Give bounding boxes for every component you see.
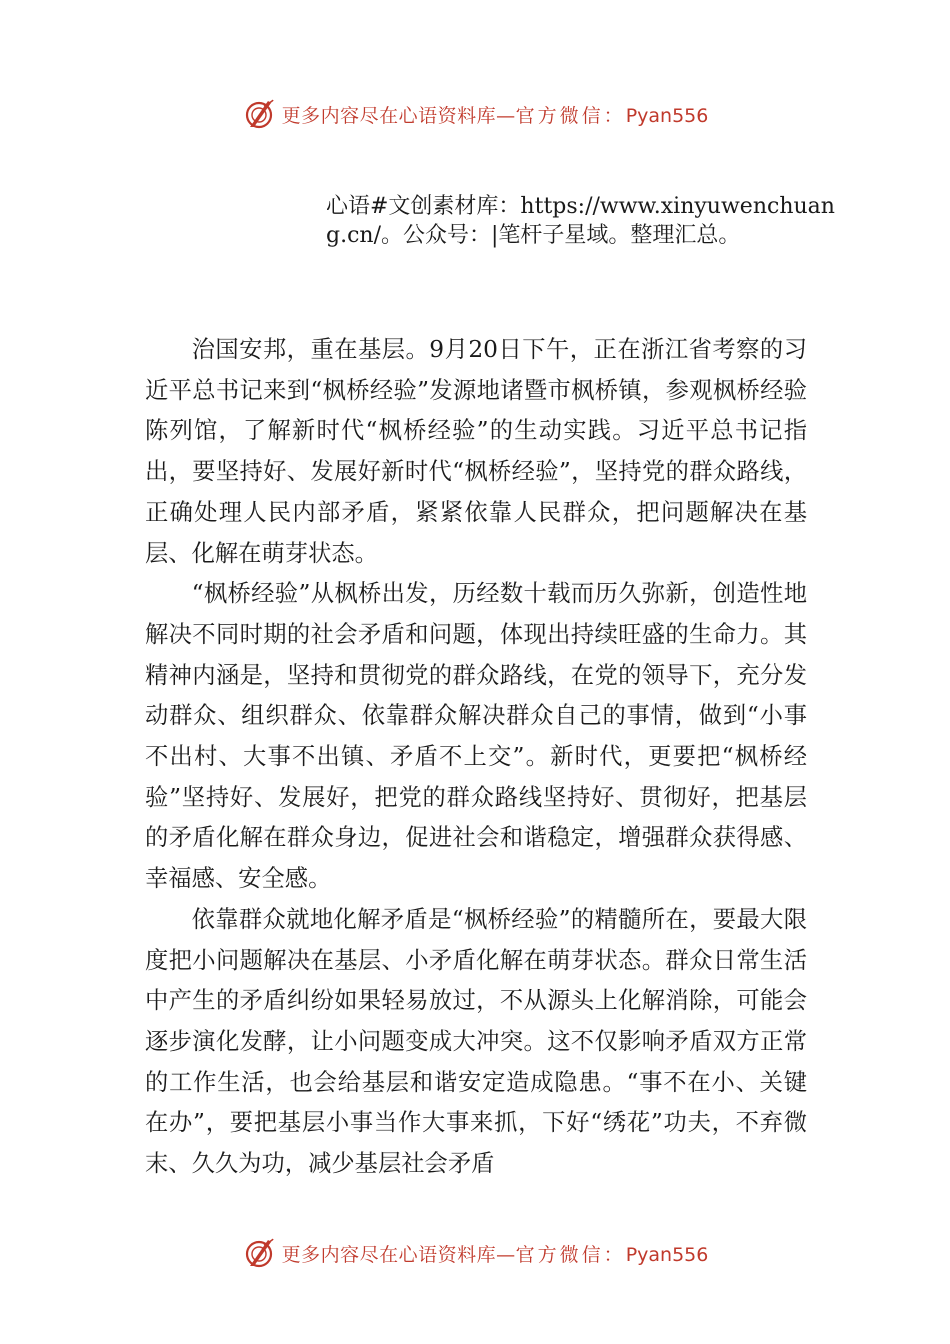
banner-wechat-label: 官方微信： [515,104,626,127]
banner-text [282,101,709,128]
paragraph: 依靠群众就地化解矛盾是“枫桥经验”的精髓所在，要最大限度把小问题解决在基层、小矛盾化解在萌芽状态。群众日常生活中产生的矛盾纠纷如果轻易放过，不从源头上化解消除，可能会逐步演化发酵，让小问题变成大冲突。这不仅影响矛盾双方正常的工作生活，也会给基层和谐安定造成隐患。“事不在小、关键在办”，要把基层小事当作大事来抓，下好“绣花”功夫，不弃微末、久久为功，减少基层社会矛盾 [145,905,807,1178]
header-watermark-banner [0,94,950,134]
banner-brand: 更多内容尽在心语资料库 [281,1243,497,1266]
quill-seal-icon [242,1236,276,1270]
paragraph: “枫桥经验”从枫桥出发，历经数十载而历久弥新，创造性地解决不同时期的社会矛盾和问题，体现出持续旺盛的生命力。其精神内涵是，坚持和贯彻党的群众路线，在党的领导下，充分发动群众、组织群众、依靠群众解决群众自己的事情，做到“小事不出村、大事不出镇、矛盾不上交”。新时代，更要把“枫桥经验”坚持好、发展好，把党的群众路线坚持好、贯彻好，把基层的矛盾化解在群众身边，促进社会和谐稳定，增强群众获得感、幸福感、安全感。 [145,580,807,893]
source-note: 心语#文创素材库：https://www.xinyuwenchuang.cn/。公众号：|笔杆子星域。整理汇总。 [326,194,835,248]
banner-brand: 更多内容尽在心语资料库 [281,104,497,127]
banner-separator: — [496,1243,516,1266]
paragraph: 治国安邦，重在基层。9月20日下午，正在浙江省考察的习近平总书记来到“枫桥经验”发源地诸暨市枫桥镇，参观枫桥经验陈列馆，了解新时代“枫桥经验”的生动实践。习近平总书记指出，要坚持好、发展好新时代“枫桥经验”，坚持党的群众路线，正确处理人民内部矛盾，紧紧依靠人民群众，把问题解决在基层、化解在萌芽状态。 [145,336,807,567]
footer-watermark-banner [0,1233,950,1273]
banner-wechat-id: Pyan556 [625,104,709,127]
banner-wechat-label: 官方微信： [515,1243,626,1266]
quill-seal-icon [242,97,276,131]
banner-wechat-id: Pyan556 [625,1243,709,1266]
banner-separator: — [496,104,516,127]
banner-text [282,1240,709,1267]
article-body [145,330,807,1185]
